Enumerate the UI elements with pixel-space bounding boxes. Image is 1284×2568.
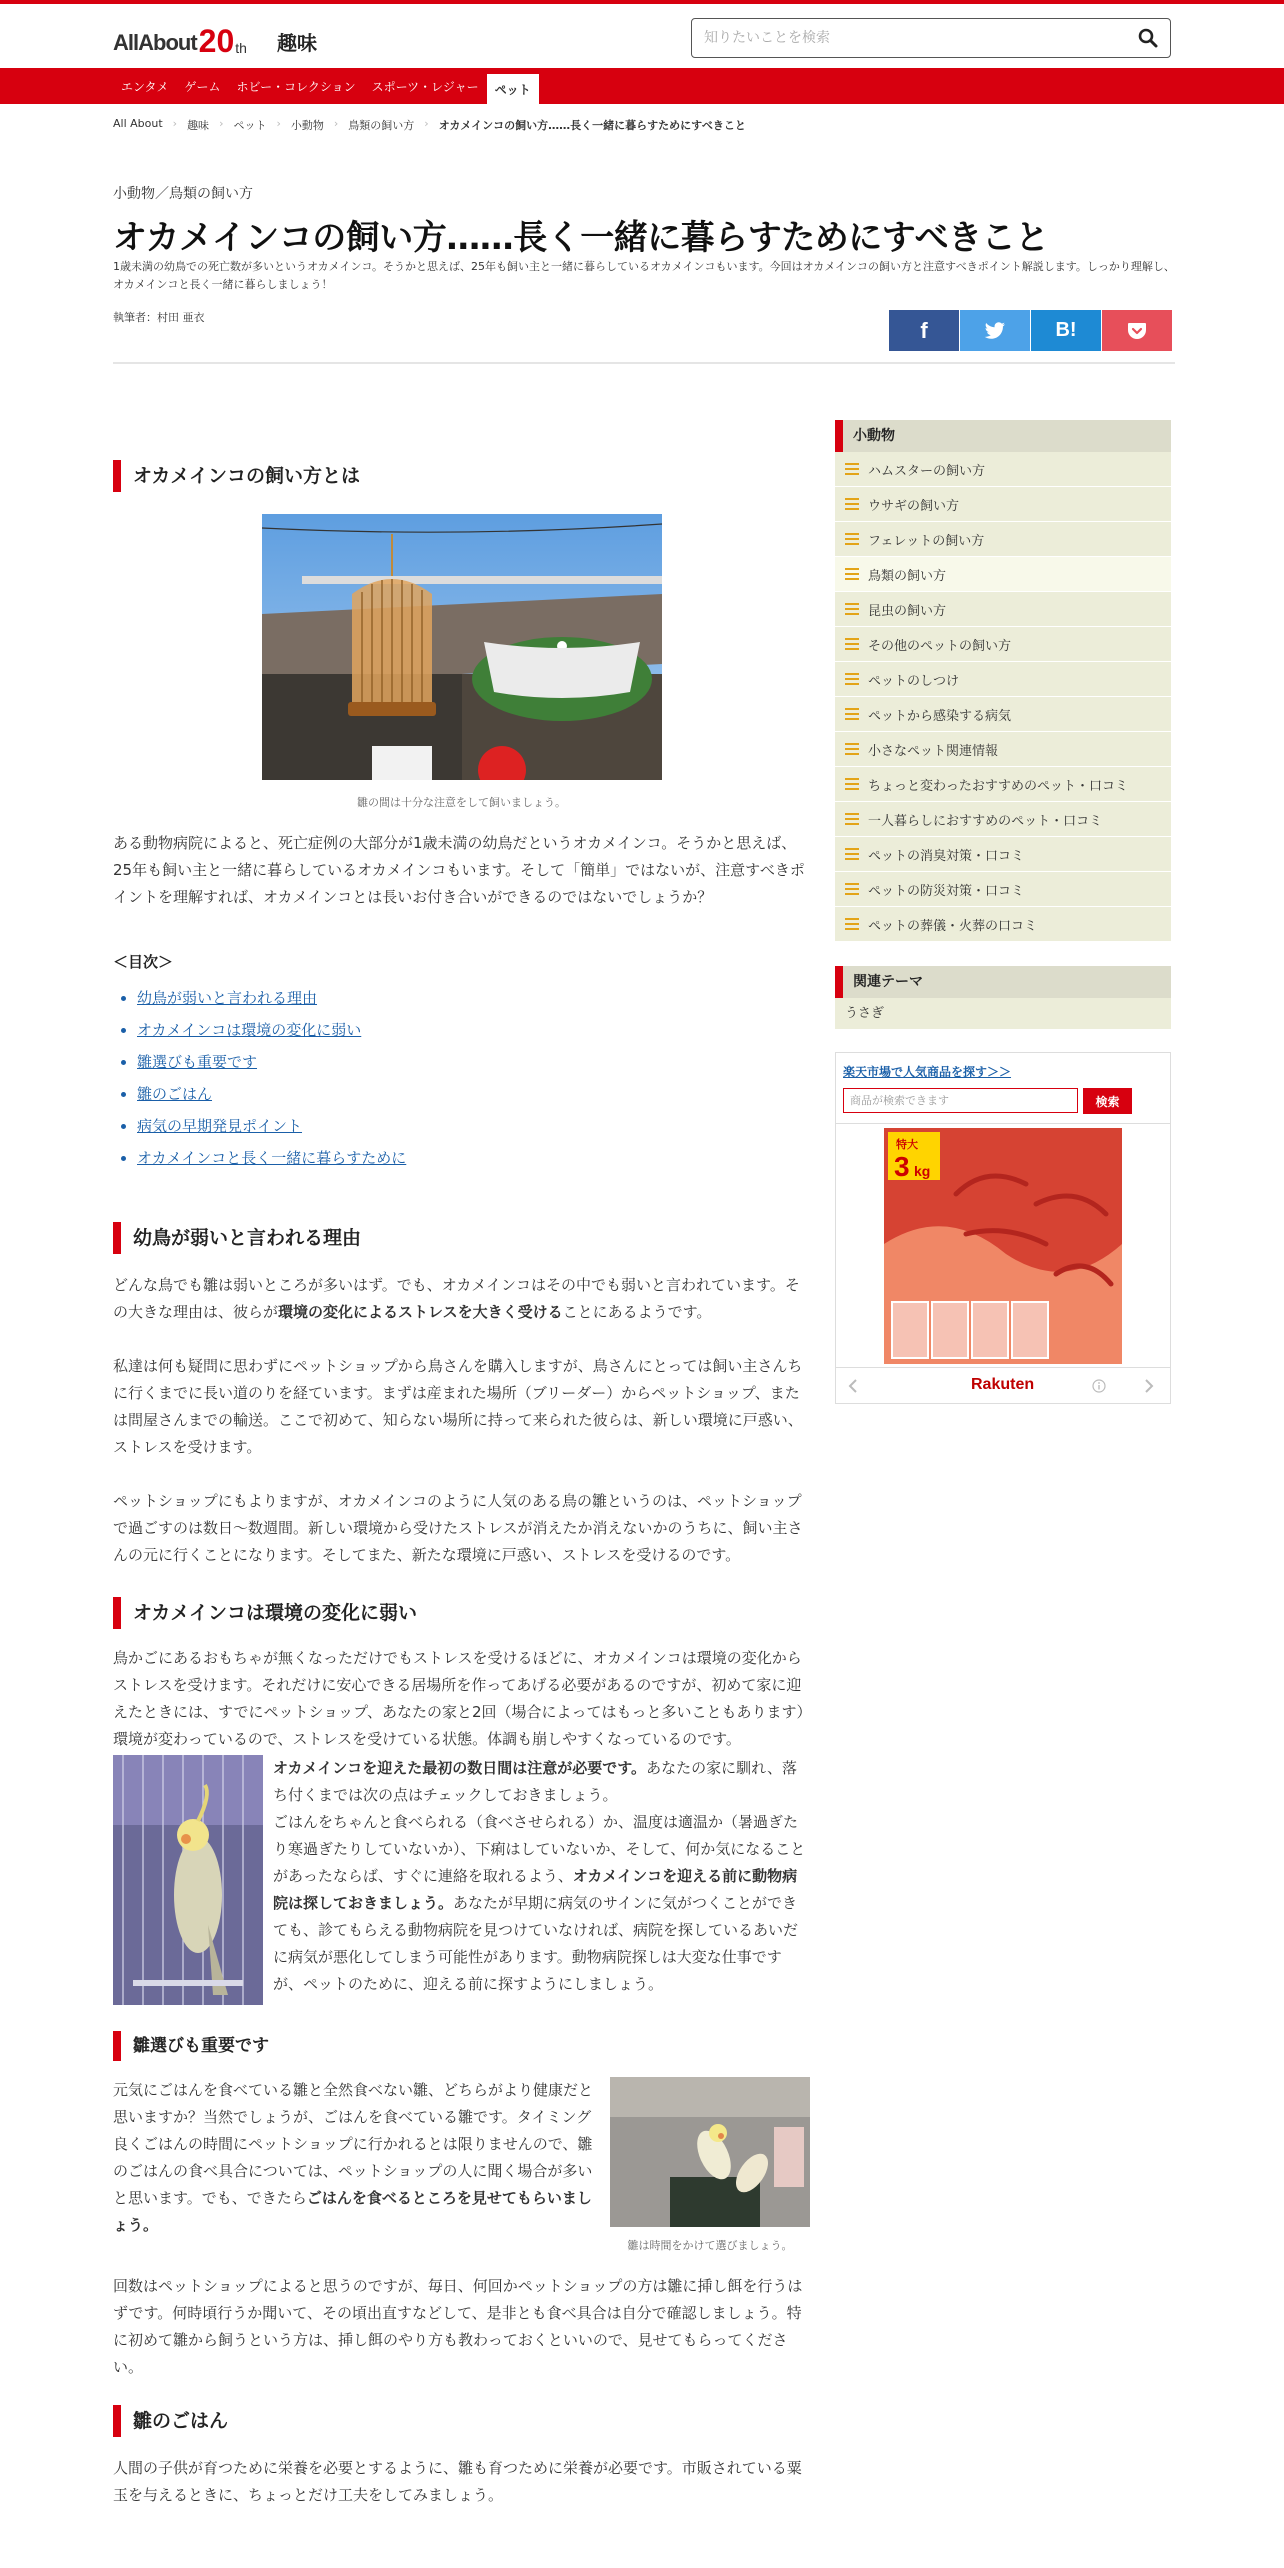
list-icon — [845, 673, 859, 685]
paragraph-text: ごはんをちゃんと食べられる（食べさせられる）か、温度は適温か（暑過ぎたり寒過ぎたりしていないか）、下痢はしていないか、そして、何か気になることがあったならば、すぐに連絡を取れるよう、 — [273, 1813, 806, 1885]
sidebar-item[interactable] — [835, 592, 1171, 627]
image-text-block — [113, 1755, 810, 2005]
sidebar-item[interactable] — [835, 837, 1171, 872]
sidebar-item[interactable] — [835, 487, 1171, 522]
toc-item[interactable] — [137, 1014, 810, 1046]
svg-text:kg: kg — [914, 1163, 931, 1179]
toc-item[interactable] — [137, 982, 810, 1014]
list-icon — [845, 708, 859, 720]
image-side-text — [273, 1755, 810, 2005]
paragraph-emphasis: オカメインコを迎える前に動物病院は探しておきましょう。 — [273, 1867, 798, 1912]
sidebar-item-label: 一人暮らしにおすすめのペット・口コミ — [868, 813, 1103, 829]
sidebar-item-label: 小さなペット関連情報 — [868, 743, 999, 759]
cockatiel-photo[interactable] — [113, 1755, 263, 2005]
search-input[interactable] — [704, 27, 1104, 49]
paragraph-emphasis: オカメインコを迎えた最初の数日間は注意が必要です。 — [273, 1759, 647, 1777]
header-divider — [113, 362, 1175, 364]
paragraph: 回数はペットショップによると思うのですが、毎日、何回かペットショップの方は雛に挿し餌を行うはずです。何時頃行うか聞いて、その頃出直すなどして、是非とも食べ具合は自分で確認しましょう。特に初めて雛から飼うという方は、挿し餌のやり方も教わっておくといいので、見せてもらってください。 — [113, 2277, 803, 2376]
sidebar-item-label: 昆虫の飼い方 — [868, 603, 947, 619]
list-icon — [845, 533, 859, 545]
breadcrumb-separator: › — [424, 117, 429, 130]
hatena-bookmark-button[interactable] — [1031, 310, 1101, 351]
related-theme-usagi[interactable]: うさぎ — [835, 998, 1171, 1029]
toc-link[interactable]: オカメインコと長く一緒に暮らすために — [137, 1149, 407, 1167]
sidebar — [835, 420, 1171, 1393]
nav-item-hobby[interactable]: ホビー・コレクション — [236, 79, 356, 94]
list-icon — [845, 498, 859, 510]
article-body — [113, 460, 810, 2509]
breadcrumb-separator: › — [172, 117, 178, 130]
list-icon — [845, 918, 859, 930]
rakuten-search-link[interactable]: 楽天市場で人気商品を探す＞＞ — [843, 1065, 1012, 1079]
facebook-icon: f — [920, 317, 928, 343]
section-heading-4: 雛選びも重要です — [113, 2031, 810, 2061]
hatena-icon: B! — [1055, 319, 1077, 341]
paragraph-emphasis: ごはんを食べるところを見せてもらいましょう。 — [113, 2189, 592, 2234]
sidebar-item-label: ハムスターの飼い方 — [868, 463, 986, 479]
rakuten-widget — [835, 1052, 1171, 1404]
nav-item-entame[interactable]: エンタメ — [121, 79, 169, 94]
sidebar-item-label: フェレットの飼い方 — [868, 533, 985, 549]
twitter-icon — [984, 322, 1006, 340]
toc-item[interactable] — [137, 1110, 810, 1142]
breadcrumb-pet[interactable]: ペット — [233, 119, 267, 132]
paragraph: ある動物病院によると、死亡症例の大部分が1歳未満の幼鳥だというオカメインコ。そうかと思えば、25年も飼い主と一緒に暮らしているオカメインコもいます。そして「簡単」ではないが、注意すべきポイントを理解すれば、オカメインコとは長いお付き合いができるのではないでしょうか？ — [113, 834, 805, 906]
sidebar-item-label: ペットの葬儀・火葬の口コミ — [868, 918, 1038, 934]
paragraph-text: 元気にごはんを食べている雛と全然食べない雛、どちらがより健康だと思いますか？当然でしょうが、ごはんを食べている雛です。タイミング良くごはんの時間にペットショップに行かれるとは限りませんので、雛のごはんの食べ具合については、ペットショップの人に聞く場合が多いと思います。でも、できたら — [113, 2081, 594, 2207]
sidebar-item[interactable] — [835, 697, 1171, 732]
toc-link[interactable]: 雛選びも重要です — [137, 1053, 258, 1071]
chevron-left-icon[interactable] — [846, 1378, 860, 1394]
nav-item-sports[interactable]: スポーツ・レジャー — [371, 79, 479, 94]
sidebar-item[interactable] — [835, 802, 1171, 837]
sidebar-item-label: 鳥類の飼い方 — [868, 568, 947, 584]
section-heading-2: 幼鳥が弱いと言われる理由 — [113, 1222, 810, 1254]
sidebar-heading-related: 関連テーマ — [835, 966, 1171, 998]
birdcage-photo[interactable] — [262, 514, 662, 780]
toc-link[interactable]: オカメインコは環境の変化に弱い — [137, 1021, 362, 1039]
nav-item-pet[interactable]: ペット — [487, 74, 539, 104]
toc-link[interactable]: 雛のごはん — [137, 1085, 213, 1103]
sidebar-item-label: ペットのしつけ — [868, 673, 960, 689]
image-text-block — [113, 2077, 810, 2253]
figure-caption: 雛の間は十分な注意をして飼いましょう。 — [357, 796, 566, 809]
search-icon — [1136, 26, 1160, 50]
list-icon — [845, 848, 859, 860]
logo-text: AllAbout — [113, 30, 197, 55]
paragraph: 人間の子供が育つために栄養を必要とするように、雛も育つために栄養が必要です。市販されている粟玉を与えるときに、ちょっとだけ工夫をしてみましょう。 — [113, 2459, 802, 2504]
toc-item[interactable] — [137, 1078, 810, 1110]
toc-link[interactable]: 幼鳥が弱いと言われる理由 — [137, 989, 318, 1007]
rakuten-search-input[interactable] — [843, 1088, 1078, 1113]
site-category-title[interactable]: 趣味 — [277, 31, 317, 55]
breadcrumb-hobby[interactable]: 趣味 — [187, 119, 210, 132]
rakuten-search-button[interactable]: 検索 — [1083, 1088, 1132, 1114]
breadcrumb — [113, 117, 746, 133]
sidebar-item[interactable] — [835, 767, 1171, 802]
breadcrumb-birds[interactable]: 鳥類の飼い方 — [348, 119, 415, 132]
paragraph — [113, 2077, 593, 2253]
list-icon — [845, 603, 859, 615]
breadcrumb-small-animals[interactable]: 小動物 — [290, 119, 324, 132]
paragraph — [273, 1809, 810, 1998]
site-header — [0, 4, 1284, 68]
sidebar-item-label: ウサギの飼い方 — [868, 498, 960, 514]
search-button[interactable] — [1136, 26, 1160, 50]
paragraph-text: ことにあるようです。 — [562, 1303, 712, 1321]
sidebar-item[interactable] — [835, 872, 1171, 907]
list-icon — [845, 638, 859, 650]
paragraph — [273, 1755, 810, 1809]
sidebar-item-active[interactable] — [835, 557, 1171, 592]
page-title: オカメインコの飼い方……長く一緒に暮らすためにすべきこと — [113, 218, 1049, 258]
section-heading-3: オカメインコは環境の変化に弱い — [113, 1597, 810, 1629]
chick-photo[interactable] — [610, 2077, 810, 2227]
svg-text:3: 3 — [894, 1151, 910, 1182]
breadcrumb-separator: › — [219, 117, 224, 130]
sidebar-item[interactable] — [835, 662, 1171, 697]
pocket-icon — [1127, 322, 1147, 340]
paragraph-emphasis: 環境の変化によるストレスを大きく受ける — [278, 1303, 563, 1321]
facebook-share-button[interactable] — [889, 310, 959, 351]
logo-th: th — [235, 40, 247, 56]
nav-item-game[interactable]: ゲーム — [184, 79, 221, 94]
paragraph-text: どんな鳥でも雛は弱いところが多いはず。でも、オカメインコはその中でも弱いと言われています。その大きな理由は、彼らが — [113, 1276, 800, 1321]
figure-chick — [610, 2077, 810, 2253]
svg-text:特大: 特大 — [896, 1139, 918, 1151]
sidebar-item-label: ペットから感染する病気 — [868, 708, 1012, 724]
paragraph: 私達は何も疑問に思わずにペットショップから鳥さんを購入しますが、鳥さんにとっては飼い主さんちに行くまでに長い道のりを経ています。まずは産まれた場所（ブリーダー）からペットショップ、または問屋さんまでの輸送。ここで初めて、知らない場所に持って来られた彼らは、新しい環境に戸惑い、ストレスを受けます。 — [113, 1357, 803, 1456]
breadcrumb-home[interactable]: All About — [113, 117, 163, 130]
toc-link[interactable]: 病気の早期発見ポイント — [137, 1117, 303, 1135]
sidebar-item-label: ちょっと変わったおすすめのペット・口コミ — [868, 778, 1129, 794]
twitter-share-button[interactable] — [960, 310, 1030, 351]
figure-caption: 雛は時間をかけて選びましょう。 — [627, 2239, 793, 2252]
article-category[interactable]: 小動物／鳥類の飼い方 — [113, 186, 253, 202]
crab-ad-image[interactable] — [836, 1124, 1170, 1368]
paragraph-text: あなたの家に馴れ、落ち付くまでは次の点はチェックしておきましょう。 — [273, 1759, 797, 1804]
breadcrumb-separator: › — [333, 117, 339, 130]
breadcrumb-current: オカメインコの飼い方……長く一緒に暮らすためにすべきこと — [438, 119, 746, 132]
category-nav — [0, 68, 1284, 104]
sidebar-item-label: ペットの防災対策・口コミ — [868, 883, 1025, 899]
allabout-logo[interactable] — [113, 22, 247, 59]
list-icon — [845, 813, 859, 825]
list-icon — [845, 778, 859, 790]
paragraph: 鳥かごにあるおもちゃが無くなっただけでもストレスを受けるほどに、オカメインコは環境の変化からストレスを受けます。それだけに安心できる居場所を作ってあげる必要があるのですが、初めて家に迎えたときには、すでにペットショップ、あなたの家と2回（場合によってはもっと多いこともあります）環境が変わっているので、ストレスを受けている状態。体調も崩しやすくなっているのです。 — [113, 1649, 804, 1748]
breadcrumb-separator: › — [276, 117, 281, 130]
sidebar-item[interactable] — [835, 522, 1171, 557]
sidebar-item[interactable] — [835, 732, 1171, 767]
paragraph — [113, 1272, 810, 1326]
article-author[interactable]: 執筆者：村田 亜衣 — [113, 311, 205, 324]
toc-item[interactable] — [137, 1142, 810, 1174]
search-box — [691, 18, 1171, 58]
sidebar-item[interactable] — [835, 907, 1171, 942]
pocket-button[interactable] — [1102, 310, 1172, 351]
logo-20: 20 — [198, 23, 235, 59]
chevron-right-icon[interactable] — [1142, 1378, 1156, 1394]
sidebar-menu — [835, 452, 1171, 942]
toc-title: ＜目次＞ — [113, 953, 174, 971]
list-icon — [845, 568, 859, 580]
sidebar-item-label: その他のペットの飼い方 — [868, 638, 1012, 654]
list-icon — [845, 743, 859, 755]
list-icon — [845, 463, 859, 475]
paragraph-text: あなたが早期に病気のサインに気がつくことができても、診てもらえる動物病院を見つけていなければ、病院を探しているあいだに病気が悪化してしまう可能性があります。動物病院探しは大変な仕事ですが、ペットのために、迎える前に探すようにしましょう。 — [273, 1894, 799, 1993]
sidebar-heading-small-animals[interactable]: 小動物 — [835, 420, 1171, 452]
rakuten-logo: Rakuten — [971, 1376, 1035, 1393]
toc-item[interactable] — [137, 1046, 810, 1078]
table-of-contents — [137, 982, 810, 1174]
section-heading-1: オカメインコの飼い方とは — [113, 460, 810, 492]
sidebar-item[interactable] — [835, 452, 1171, 487]
sidebar-item-label: ペットの消臭対策・口コミ — [868, 848, 1025, 864]
figure-birdcage — [262, 514, 662, 810]
sidebar-item[interactable] — [835, 627, 1171, 662]
rakuten-ad[interactable] — [836, 1123, 1170, 1403]
share-buttons — [888, 310, 1172, 351]
article-lead: 1歳未満の幼鳥での死亡数が多いというオカメインコ。そうかと思えば、25年も飼い主と一緒に暮らしているオカメインコもいます。今回はオカメインコの飼い方と注意すべきポイント解説します。しっかり理解し、オカメインコと長く一緒に暮らしましょう！ — [113, 260, 1175, 291]
info-icon[interactable] — [1092, 1379, 1106, 1393]
section-heading-5: 雛のごはん — [113, 2405, 810, 2437]
rakuten-ad-footer — [836, 1367, 1170, 1403]
paragraph: ペットショップにもよりますが、オカメインコのように人気のある鳥の雛というのは、ペットショップで過ごすのは数日～数週間。新しい環境から受けたストレスが消えたか消えないかのうちに、飼い主さんの元に行くことになります。そしてまた、新たな環境に戸惑い、ストレスを受けるのです。 — [113, 1492, 803, 1564]
list-icon — [845, 883, 859, 895]
